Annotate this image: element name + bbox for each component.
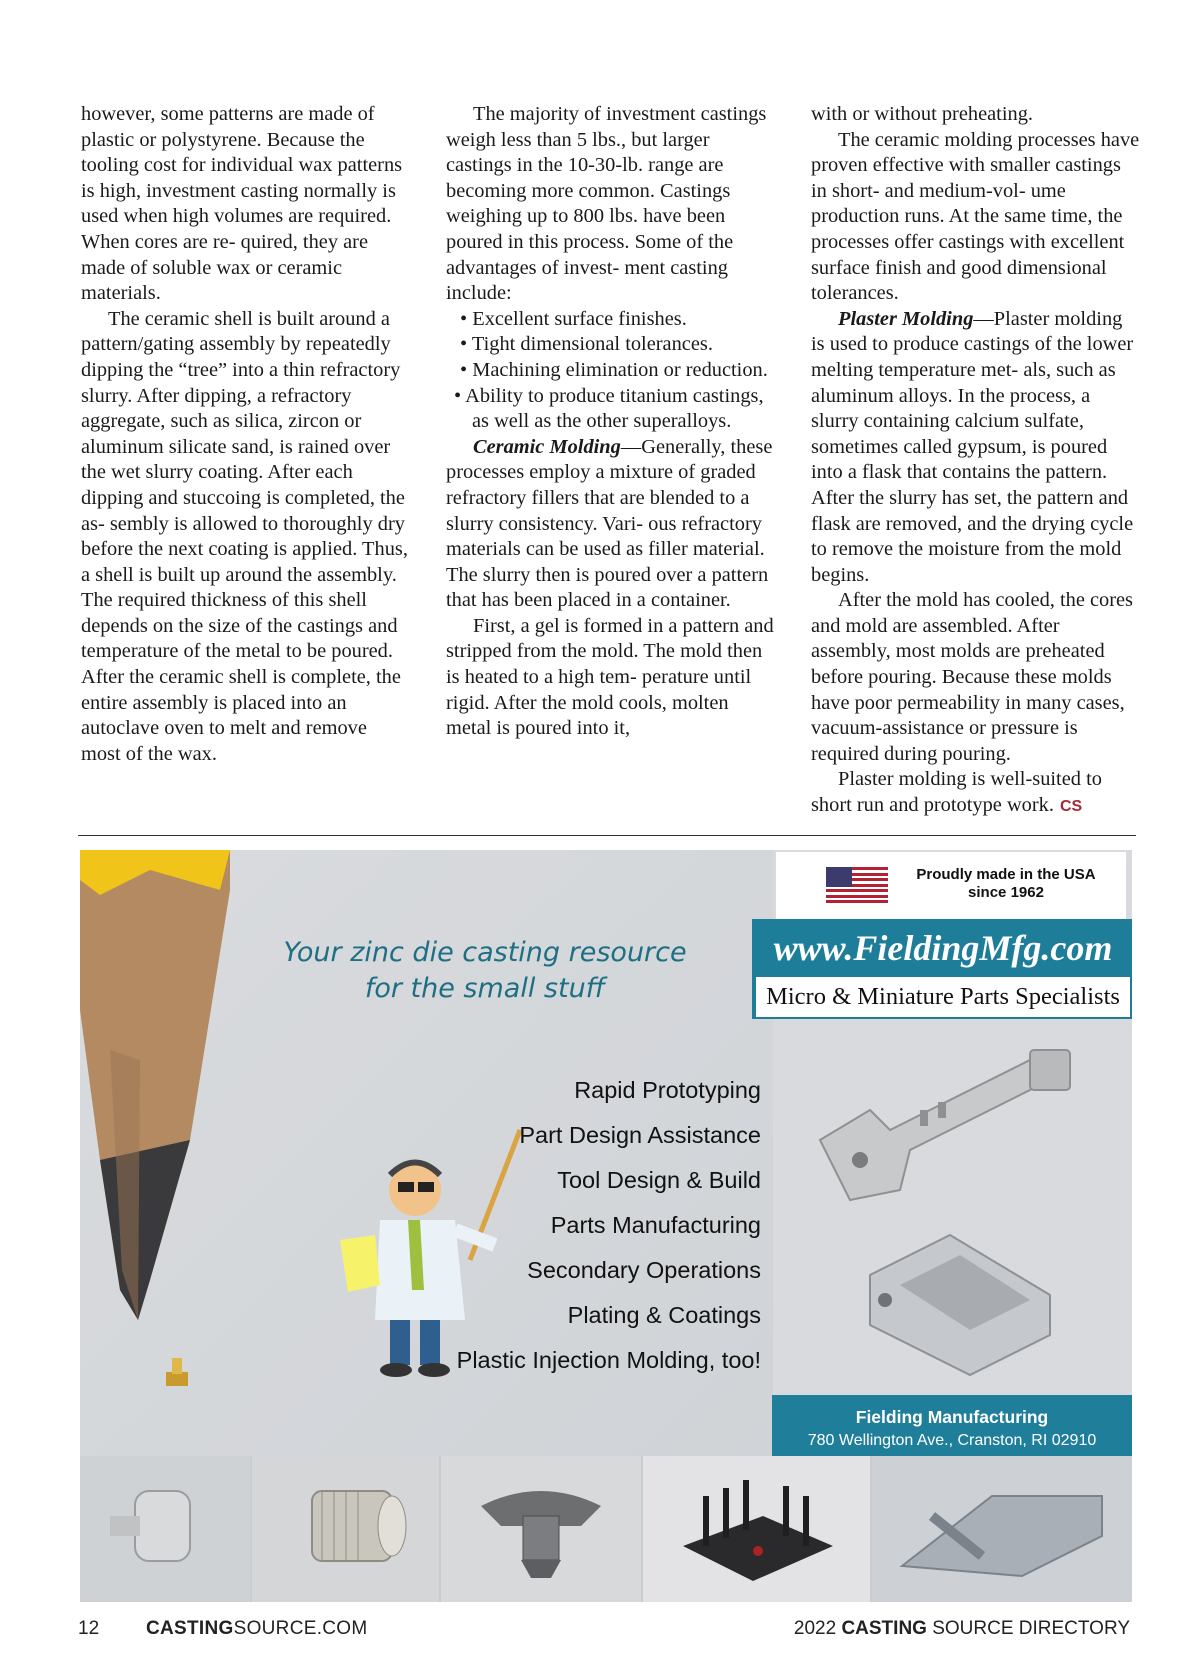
directory-bold: CASTING [841,1618,927,1639]
part-photo [252,1456,439,1602]
bullet-item: • Ability to produce titanium castings, as well as the other superalloys. [454,384,764,433]
lever-part-icon [872,1456,1132,1602]
paragraph: with or without preheating. [811,103,1033,125]
contact-company: Fielding Manufacturing [855,1407,1049,1427]
usa-line: Proudly made in the USA [916,866,1096,883]
usa-line: since 1962 [968,884,1044,901]
threaded-part-icon [252,1456,439,1602]
section-lead: Plaster Molding [838,307,974,330]
us-flag-icon [826,867,888,903]
site-name-rest: SOURCE.COM [233,1618,368,1639]
service-item: Rapid Prototyping [574,1077,761,1103]
paragraph: First, a gel is formed in a pattern and stripped from the mold. The mold then is heated to a high tem- perature until rigid. After the mold cools, molten metal is poured into it, [446,614,774,740]
slogan-line: Your zinc die casting resource [283,937,687,968]
site-name [146,1618,368,1640]
service-item: Plastic Injection Molding, too! [456,1347,761,1373]
article-column-2 [446,102,776,742]
paragraph: The majority of investment castings weigh less than 5 lbs., but larger castings in the 10-30-lb. range are becoming more common. Castings weighing up to 800 lbs. have been poured in this process. Some of the advantages of invest- ment casting include: [446,103,767,305]
paragraph: After the mold has cooled, the cores and mold are assembled. After assembly, most molds are preheated before pouring. Because these molds have poor permeability in many cases, vacuum-assistance or pressure is required during pouring. [811,589,1133,765]
service-item: Plating & Coatings [567,1302,761,1328]
contact-address: 780 Wellington Ave., Cranston, RI 02910 [807,1432,1097,1449]
directory-rest: SOURCE DIRECTORY [932,1618,1130,1639]
divider-rule [78,835,1136,836]
parts-photo-strip [80,1456,1132,1602]
paragraph: The ceramic molding processes have proven effective with smaller castings in short- and medium-vol- ume production runs. At the same time, the processes offer castings with excellent surface finish and good dimensional tolerances. [811,128,1140,305]
directory-year: 2022 [793,1618,837,1639]
key-part-image [780,1040,1130,1210]
part-photo [872,1456,1132,1602]
company-url: www.FieldingMfg.com [773,928,1113,968]
company-tagline: Micro & Miniature Parts Specialists [756,977,1130,1017]
made-in-usa-box [776,852,1126,919]
paragraph [446,435,776,614]
pencil-image [80,850,280,1410]
site-name-bold: CASTING [146,1618,234,1639]
bullet-item: • Excellent surface finishes. [460,307,687,330]
section-lead: Ceramic Molding [473,435,621,458]
heat-sink-icon [643,1456,870,1602]
paragraph: however, some patterns are made of plastic or polystyrene. Because the tooling cost for individual wax patterns is high, investment casting normally is used when high volumes are required. When cores are re- quired, they are made of soluble wax or ceramic materials. [81,103,403,305]
services-list [457,1068,761,1383]
article-column-1 [81,102,411,767]
section-text: —Plaster molding is used to produce castings of the lower melting temperature met- als, such as aluminum alloys. In the process, a slurry containing calcium sulfate, sometimes called gypsum, is poured into a flask that contains the pattern. After the slurry has set, the pattern and flask are removed, and the drying cycle to remove the moisture from the mold begins. [811,307,1134,586]
paragraph: The ceramic shell is built around a pattern/gating assembly by repeatedly dipping the “tree” into a thin refractory slurry. After dipping, a refractory aggregate, such as silica, zircon or aluminum silicate sand, is rained over the wet slurry coating. After each dipping and stuccoing is completed, the as- sembly is allowed to thoroughly dry before the next coating is applied. Thus, a shell is built up around the assembly. The required thickness of this shell depends on the size of the castings and temperature of the metal to be poured. After the ceramic shell is complete, the entire assembly is placed into an autoclave oven to melt and remove most of the wax. [81,307,408,765]
service-item: Part Design Assistance [519,1122,761,1148]
bullet-item: • Machining elimination or reduction. [460,358,768,381]
tab-part-icon [80,1456,250,1602]
bracket-part-image [780,1215,1130,1390]
section-text: —Generally, these processes employ a mixture of graded refractory fillers that are blended to a slurry consistency. Vari- ous refractory materials can be used as filler material. The slurry then is poured over a pattern that has been placed in a container. [446,435,773,612]
article-column-3 [811,102,1141,820]
service-item: Tool Design & Build [557,1167,761,1193]
closing-text: Plaster molding is well-suited to short run and prototype work. [811,768,1102,817]
part-photo [441,1456,641,1602]
part-photo [643,1456,870,1602]
directory-title [794,1618,1130,1640]
fielding-advertisement [80,850,1132,1602]
paragraph [811,307,1141,589]
service-item: Parts Manufacturing [550,1212,761,1238]
paragraph [811,767,1141,819]
made-in-usa-text [896,866,1116,902]
eagle-emblem-icon [441,1456,641,1602]
service-item: Secondary Operations [527,1257,761,1283]
bullet-item: • Tight dimensional tolerances. [460,333,713,356]
ad-slogan [245,935,725,1007]
end-mark: CS [1059,798,1083,816]
slogan-line: for the small stuff [364,973,606,1004]
part-photo [80,1456,250,1602]
page-number: 12 [78,1618,100,1639]
